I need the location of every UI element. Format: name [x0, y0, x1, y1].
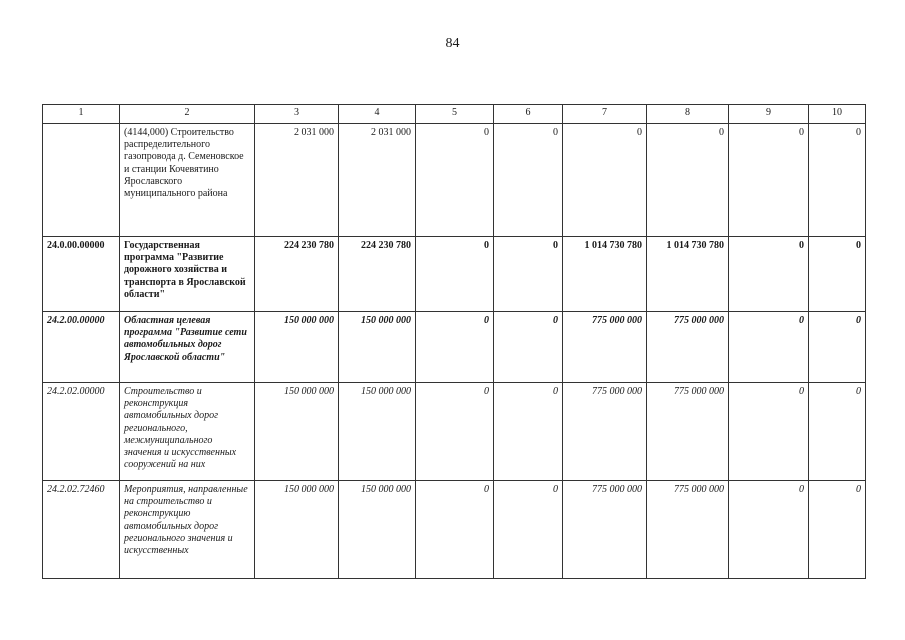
row-code: 24.0.00.00000: [43, 237, 120, 312]
row-name: Строительство и реконструкция автомобильных дорог регионального, межмуниципального значения и искусственных сооружений на них: [120, 383, 255, 481]
row-code: 24.2.00.00000: [43, 312, 120, 383]
row-value: 150 000 000: [255, 383, 339, 481]
row-value: 0: [809, 237, 866, 312]
row-value: 0: [809, 124, 866, 237]
row-value: 775 000 000: [647, 383, 729, 481]
row-value: 2 031 000: [255, 124, 339, 237]
row-value: 0: [647, 124, 729, 237]
row-code: 24.2.02.00000: [43, 383, 120, 481]
row-value: 0: [494, 237, 563, 312]
column-header: 3: [255, 105, 339, 124]
table-row: [43, 481, 866, 579]
row-value: 0: [494, 481, 563, 579]
row-value: 0: [729, 312, 809, 383]
row-code: 24.2.02.72460: [43, 481, 120, 579]
row-value: 0: [494, 312, 563, 383]
row-value: 224 230 780: [255, 237, 339, 312]
column-header: 2: [120, 105, 255, 124]
row-value: 0: [809, 312, 866, 383]
row-value: 0: [563, 124, 647, 237]
row-value: 150 000 000: [339, 481, 416, 579]
row-value: 150 000 000: [255, 481, 339, 579]
row-value: 224 230 780: [339, 237, 416, 312]
row-value: 1 014 730 780: [563, 237, 647, 312]
page-number: 84: [445, 36, 460, 51]
header-row: [43, 105, 866, 124]
row-value: 150 000 000: [339, 383, 416, 481]
row-value: 0: [416, 383, 494, 481]
row-value: 0: [494, 383, 563, 481]
row-value: 0: [416, 481, 494, 579]
row-value: 0: [729, 383, 809, 481]
row-name: Государственная программа "Развитие дорожного хозяйства и транспорта в Ярославской области": [120, 237, 255, 312]
column-header: 1: [43, 105, 120, 124]
table-row: [43, 124, 866, 237]
row-value: 1 014 730 780: [647, 237, 729, 312]
column-header: 7: [563, 105, 647, 124]
table-row: [43, 237, 866, 312]
column-header: 6: [494, 105, 563, 124]
row-code: [43, 124, 120, 237]
row-name: Областная целевая программа "Развитие сети автомобильных дорог Ярославской области": [120, 312, 255, 383]
row-value: 0: [494, 124, 563, 237]
row-value: 2 031 000: [339, 124, 416, 237]
row-value: 775 000 000: [563, 383, 647, 481]
column-header: 10: [809, 105, 866, 124]
row-value: 0: [416, 312, 494, 383]
row-value: 775 000 000: [647, 481, 729, 579]
row-value: 0: [416, 124, 494, 237]
row-value: 775 000 000: [563, 481, 647, 579]
budget-table: [42, 104, 866, 579]
row-value: 0: [809, 481, 866, 579]
column-header: 9: [729, 105, 809, 124]
column-header: 8: [647, 105, 729, 124]
row-value: 0: [809, 383, 866, 481]
table-row: [43, 312, 866, 383]
row-value: 0: [729, 481, 809, 579]
row-value: 150 000 000: [339, 312, 416, 383]
row-name: (4144,000) Строительство распределительного газопровода д. Семеновское и станции Кочевятино Ярославского муниципального района: [120, 124, 255, 237]
row-value: 0: [729, 124, 809, 237]
row-value: 0: [416, 237, 494, 312]
row-name: Мероприятия, направленные на строительство и реконструкцию автомобильных дорог регионального значения и искусственных: [120, 481, 255, 579]
row-value: 775 000 000: [647, 312, 729, 383]
column-header: 5: [416, 105, 494, 124]
table-row: [43, 383, 866, 481]
row-value: 0: [729, 237, 809, 312]
row-value: 775 000 000: [563, 312, 647, 383]
column-header: 4: [339, 105, 416, 124]
row-value: 150 000 000: [255, 312, 339, 383]
